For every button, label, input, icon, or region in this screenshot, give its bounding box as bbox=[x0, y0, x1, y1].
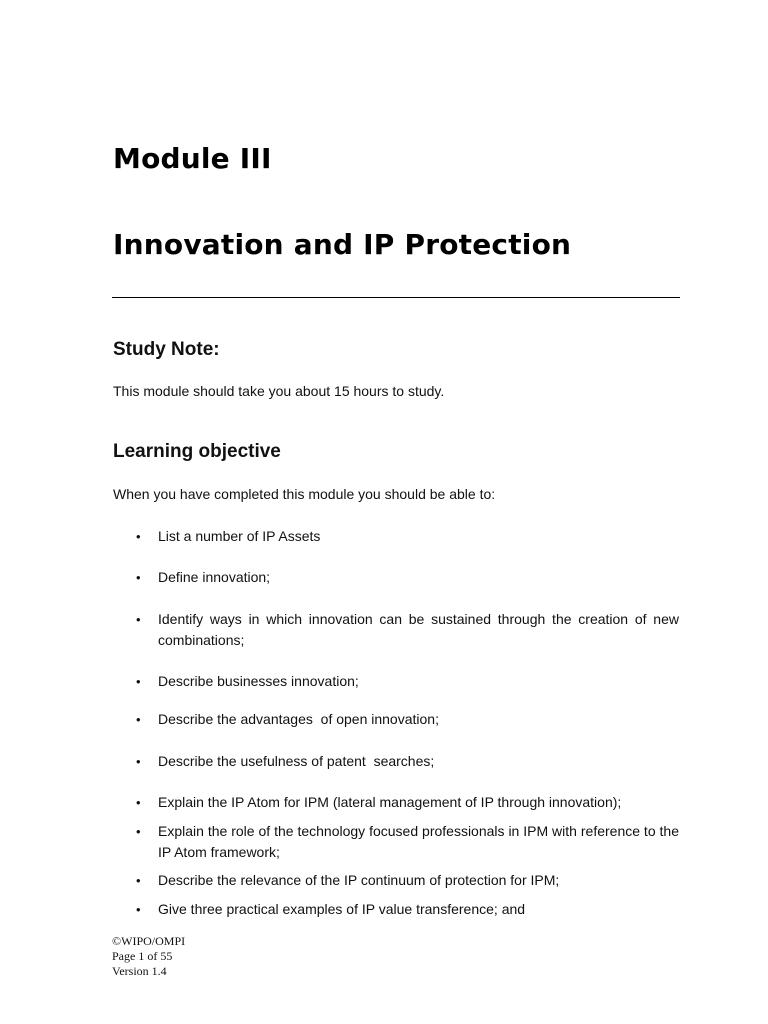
list-item-text: Describe the usefulness of patent searches; bbox=[158, 753, 435, 769]
learning-objective-intro: When you have completed this module you should be able to: bbox=[113, 486, 496, 502]
copyright-text: ©WIPO/OMPI bbox=[112, 934, 186, 948]
list-item bbox=[113, 609, 679, 651]
list-item bbox=[113, 567, 679, 588]
horizontal-rule bbox=[112, 297, 680, 298]
list-item bbox=[113, 709, 679, 730]
bullet-icon: • bbox=[136, 873, 141, 888]
list-item bbox=[113, 751, 679, 772]
list-item bbox=[113, 671, 679, 692]
module-title: Module III bbox=[113, 142, 272, 175]
list-item bbox=[113, 821, 679, 863]
list-item-text: Identify ways in which innovation can be sustained through the creation of new combinations; bbox=[158, 611, 679, 648]
bullet-icon: • bbox=[136, 674, 141, 689]
list-item bbox=[113, 899, 679, 920]
list-item-text: Describe businesses innovation; bbox=[158, 673, 359, 689]
bullet-icon: • bbox=[136, 612, 141, 627]
bullet-icon: • bbox=[136, 824, 141, 839]
page-footer bbox=[112, 934, 185, 979]
list-item-text: Describe the advantages of open innovation; bbox=[158, 711, 439, 727]
page-number: Page 1 of 55 bbox=[112, 949, 173, 963]
study-note-heading: Study Note: bbox=[113, 339, 220, 360]
list-item-text: Describe the relevance of the IP continuum of protection for IPM; bbox=[158, 872, 560, 888]
list-item bbox=[113, 870, 679, 891]
bullet-icon: • bbox=[136, 754, 141, 769]
learning-objective-heading: Learning objective bbox=[113, 441, 281, 462]
list-item-text: Give three practical examples of IP value transference; and bbox=[158, 901, 526, 917]
bullet-icon: • bbox=[136, 795, 141, 810]
list-item-text: Explain the role of the technology focused professionals in IPM with reference to the IP Atom framework; bbox=[158, 823, 679, 860]
study-note-text: This module should take you about 15 hours to study. bbox=[113, 383, 445, 399]
module-subtitle: Innovation and IP Protection bbox=[113, 228, 572, 261]
bullet-icon: • bbox=[136, 570, 141, 585]
list-item-text: Explain the IP Atom for IPM (lateral management of IP through innovation); bbox=[158, 794, 622, 810]
list-item bbox=[113, 526, 679, 547]
list-item-text: Define innovation; bbox=[158, 569, 271, 585]
bullet-icon: • bbox=[136, 902, 141, 917]
version-text: Version 1.4 bbox=[112, 964, 167, 978]
bullet-icon: • bbox=[136, 712, 141, 727]
list-item bbox=[113, 792, 679, 813]
bullet-icon: • bbox=[136, 529, 141, 544]
list-item-text: List a number of IP Assets bbox=[158, 528, 321, 544]
